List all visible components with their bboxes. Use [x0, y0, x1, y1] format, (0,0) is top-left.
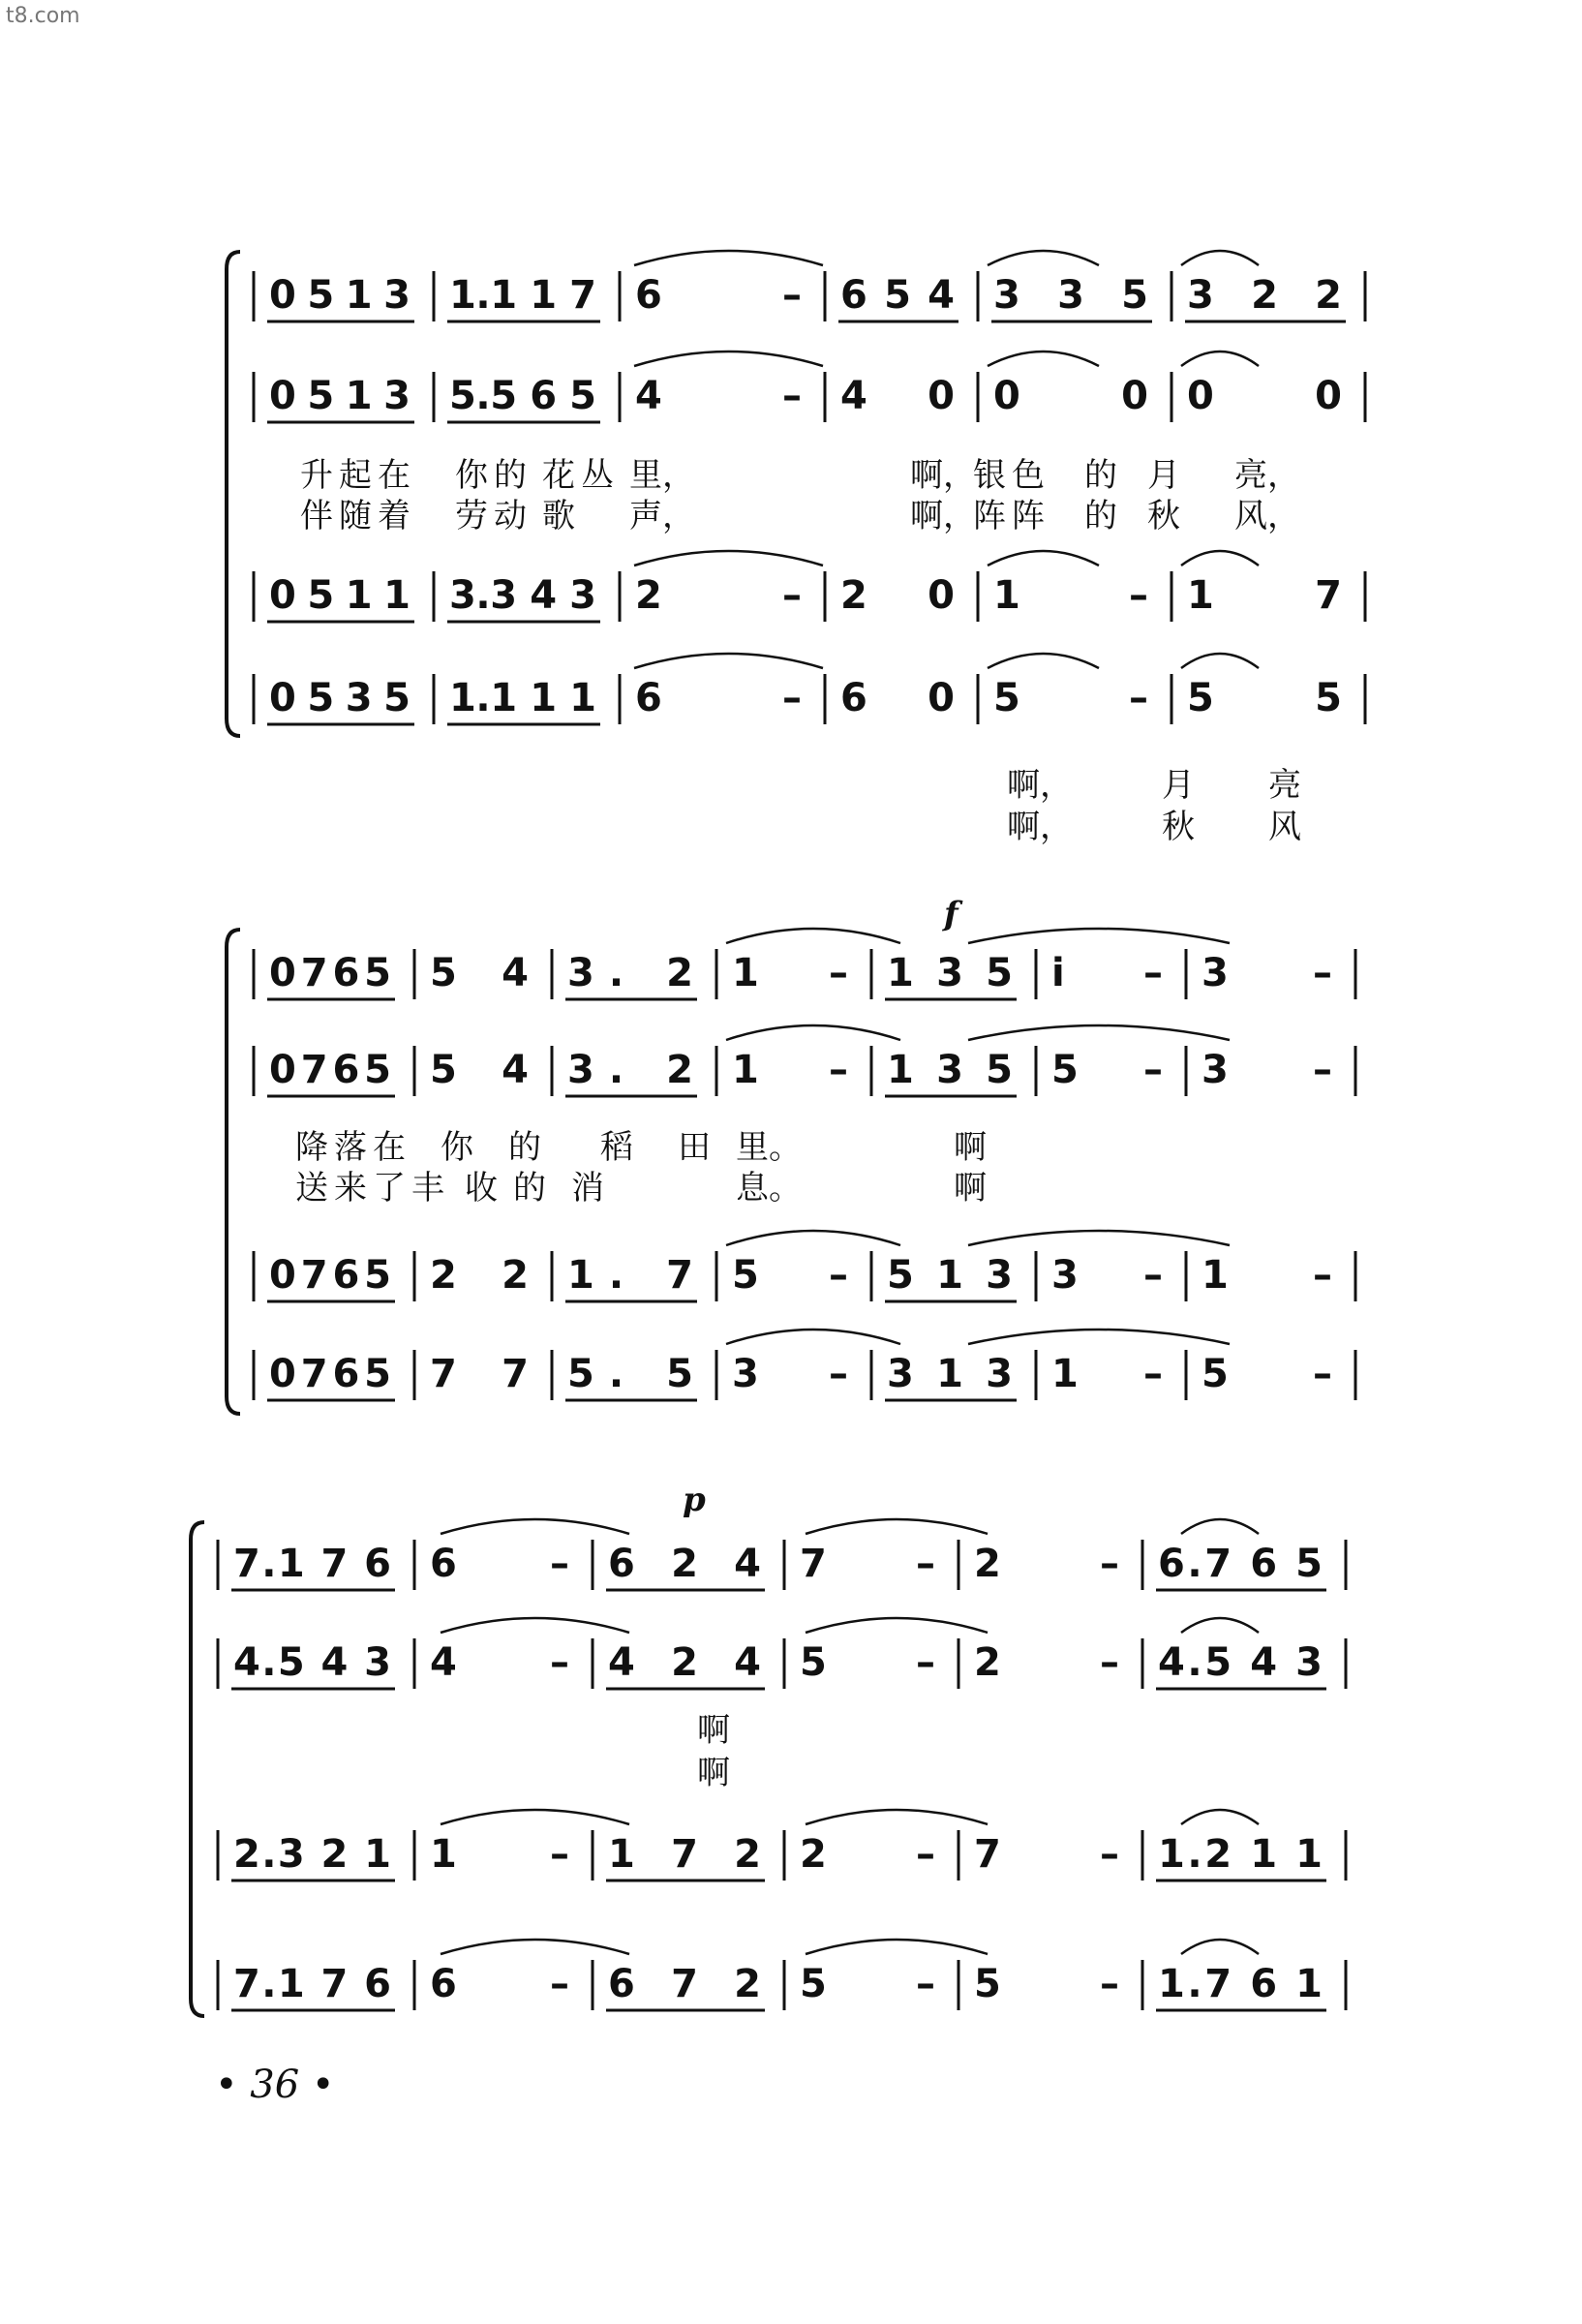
- lyric-s1-r1-13: 月: [1147, 456, 1180, 495]
- lyric-s1-r2-10: 阵: [1012, 497, 1045, 535]
- lyric-s3-r2-1: 啊: [697, 1754, 730, 1792]
- lyric-s1-r1-11: 色: [1012, 456, 1045, 495]
- measure-s3-v2-2: 4 –: [430, 1640, 569, 1685]
- slur-s1-v2-1: [634, 352, 823, 366]
- slur-s3-v2-2: [806, 1618, 988, 1633]
- lyric-s2-r1-3: 在: [373, 1128, 406, 1167]
- slur-s3-v1-1: [441, 1519, 629, 1534]
- lyric-s1-r1-1: 升: [300, 456, 333, 495]
- measure-s2-v1-3: 3. 2: [567, 951, 693, 995]
- measure-s3-v4-3: 6 7 2: [608, 1962, 761, 2006]
- lyric-s2-r1-9: 啊: [954, 1128, 987, 1167]
- measure-s1-v3-1: 0 5 1 1: [269, 573, 411, 618]
- measure-s1-v1-1: 0 5 1 3: [269, 273, 411, 318]
- measure-s3-v1-5: 2 –: [974, 1542, 1119, 1586]
- measure-s3-v3-3: 1 7 2: [608, 1832, 761, 1877]
- system-2-brace: [227, 930, 240, 1414]
- measure-s3-v1-6: 6.7 6 5: [1158, 1542, 1323, 1586]
- lyric-s1-r2-7: 声，: [629, 497, 695, 535]
- slur-s1-v3-2: [988, 551, 1099, 566]
- system-1-brace: [227, 252, 240, 736]
- lyric-s2-r2-7: 消: [571, 1169, 604, 1208]
- slur-s3-v4-2: [806, 1940, 988, 1954]
- lyric-s1-r2-2: 随: [339, 497, 372, 535]
- measure-s3-v1-1: 7.1 7 6: [233, 1542, 391, 1586]
- lyric-s2-r2-6: 的: [513, 1169, 546, 1208]
- lyric-s2-r1-2: 落: [334, 1128, 367, 1167]
- measure-s3-v4-4: 5 –: [800, 1962, 935, 2006]
- slur-s2-v4-1: [726, 1330, 900, 1344]
- lyric-lower-s1-r1-2: 月: [1162, 766, 1195, 805]
- lyric-s1-r2-8: 啊，: [910, 497, 976, 535]
- lyric-lower-s1-r2-1: 啊，: [1007, 808, 1073, 846]
- measure-s1-v2-4: 4 0: [840, 374, 955, 418]
- slur-s2-v2-1: [726, 1025, 900, 1040]
- measure-s2-v2-7: 3 –: [1202, 1048, 1332, 1092]
- measure-s2-v4-3: 5. 5: [567, 1352, 693, 1396]
- measure-s1-v3-6: 1 7: [1187, 573, 1342, 618]
- slur-s2-v3-1: [726, 1231, 900, 1245]
- measure-s2-v2-4: 1 –: [732, 1048, 848, 1092]
- lyric-s2-r2-8: 息。: [736, 1169, 802, 1208]
- measure-s1-v2-1: 0 5 1 3: [269, 374, 411, 418]
- measure-s3-v4-6: 1.7 6 1: [1158, 1962, 1323, 2006]
- lyric-s2-r2-1: 送: [295, 1169, 328, 1208]
- lyric-s1-r2-4: 劳: [455, 497, 488, 535]
- slur-s3-v3-1: [441, 1810, 629, 1824]
- measure-s1-v4-5: 5 –: [993, 676, 1148, 720]
- lyric-s1-r1-6: 花: [542, 456, 575, 495]
- measure-s3-v3-2: 1 –: [430, 1832, 569, 1877]
- lyric-s1-r1-4: 你: [455, 456, 488, 495]
- slur-s2-v1-2: [968, 929, 1230, 943]
- measure-s1-v1-4: 6 5 4: [840, 273, 955, 318]
- measure-s2-v2-6: 5 –: [1051, 1048, 1163, 1092]
- lyric-s2-r1-5: 的: [508, 1128, 541, 1167]
- lyric-s1-r2-9: 阵: [973, 497, 1006, 535]
- lyric-s1-r2-13: 风，: [1234, 497, 1300, 535]
- lyric-s3-r1-1: 啊: [697, 1711, 730, 1750]
- lyric-s1-r2-11: 的: [1084, 497, 1117, 535]
- slur-s3-v1-2: [806, 1519, 988, 1534]
- slur-s2-v4-2: [968, 1330, 1230, 1344]
- measure-s2-v4-2: 7 7: [430, 1352, 529, 1396]
- slur-s1-v4-1: [634, 654, 823, 668]
- slur-s3-v2-1: [441, 1618, 629, 1633]
- measure-s3-v1-3: 6 2 4: [608, 1542, 761, 1586]
- lyric-s1-r1-2: 起: [339, 456, 372, 495]
- measure-s1-v4-4: 6 0: [840, 676, 955, 720]
- measure-s3-v1-4: 7 –: [800, 1542, 935, 1586]
- page-number: • 36 •: [215, 2063, 335, 2107]
- measure-s3-v1-2: 6 –: [430, 1542, 569, 1586]
- lyric-s2-r1-4: 你: [441, 1128, 473, 1167]
- measure-s2-v2-5: 1 3 5: [887, 1048, 1013, 1092]
- measure-s2-v2-2: 5 4: [430, 1048, 529, 1092]
- slur-s1-v1-2: [988, 251, 1099, 265]
- measure-s3-v2-5: 2 –: [974, 1640, 1119, 1685]
- measure-s1-v1-5: 3 3 5: [993, 273, 1148, 318]
- lyric-lower-s1-r1-1: 啊，: [1007, 766, 1073, 805]
- lyric-s2-r1-8: 里。: [736, 1128, 802, 1167]
- measure-s3-v4-5: 5 –: [974, 1962, 1119, 2006]
- lyric-s1-r1-7: 丛: [581, 456, 614, 495]
- measure-s2-v4-4: 3 –: [732, 1352, 848, 1396]
- slur-s1-v1-3: [1181, 251, 1259, 265]
- measure-s3-v2-6: 4.5 4 3: [1158, 1640, 1323, 1685]
- measure-s2-v3-5: 5 1 3: [887, 1253, 1013, 1298]
- slur-s1-v1-1: [634, 251, 823, 265]
- slur-s1-v3-3: [1181, 551, 1259, 566]
- lyric-s1-r1-8: 里，: [629, 456, 695, 495]
- measure-s2-v2-1: 0 7 6 5: [269, 1048, 391, 1092]
- slur-s1-v2-2: [988, 352, 1099, 366]
- measure-s1-v3-2: 3.3 4 3: [449, 573, 596, 618]
- lyric-s1-r2-6: 歌: [542, 497, 575, 535]
- measure-s3-v3-4: 2 –: [800, 1832, 935, 1877]
- measure-s2-v3-1: 0 7 6 5: [269, 1253, 391, 1298]
- measure-s2-v1-2: 5 4: [430, 951, 529, 995]
- lyric-lower-s1-r2-3: 风: [1268, 808, 1301, 846]
- slur-s2-v2-2: [968, 1025, 1230, 1040]
- lyric-s1-r1-12: 的: [1084, 456, 1117, 495]
- lyric-s1-r1-9: 啊，: [910, 456, 976, 495]
- measure-s2-v4-6: 1 –: [1051, 1352, 1163, 1396]
- dynamic-piano: p: [683, 1481, 706, 1519]
- measure-s2-v2-3: 3. 2: [567, 1048, 693, 1092]
- lyric-lower-s1-r1-3: 亮: [1268, 766, 1301, 805]
- slur-s3-v1-3: [1181, 1519, 1259, 1534]
- measure-s2-v1-5: 1 3 5: [887, 951, 1013, 995]
- slur-s3-v3-2: [806, 1810, 988, 1824]
- measure-s1-v1-2: 1.1 1 7: [449, 273, 596, 318]
- measure-s3-v4-1: 7.1 7 6: [233, 1962, 391, 2006]
- measure-s3-v3-5: 7 –: [974, 1832, 1119, 1877]
- slur-s1-v3-1: [634, 551, 823, 566]
- measure-s3-v3-6: 1.2 1 1: [1158, 1832, 1323, 1877]
- lyric-s2-r2-9: 啊: [954, 1169, 987, 1208]
- dynamic-forte: f: [944, 895, 958, 933]
- measure-s2-v1-1: 0 7 6 5: [269, 951, 391, 995]
- measure-s1-v4-3: 6 –: [635, 676, 802, 720]
- measure-s1-v3-5: 1 –: [993, 573, 1148, 618]
- measure-s2-v3-4: 5 –: [732, 1253, 848, 1298]
- measure-s2-v3-2: 2 2: [430, 1253, 529, 1298]
- lyric-s1-r2-3: 着: [378, 497, 411, 535]
- lyric-s1-r1-10: 银: [973, 456, 1006, 495]
- measure-s1-v2-6: 0 0: [1187, 374, 1342, 418]
- slur-s1-v2-3: [1181, 352, 1259, 366]
- slur-s3-v4-3: [1181, 1940, 1259, 1954]
- measure-s3-v2-1: 4.5 4 3: [233, 1640, 391, 1685]
- measure-s3-v3-1: 2.3 2 1: [233, 1832, 391, 1877]
- lyric-s1-r2-5: 动: [494, 497, 527, 535]
- lyric-s2-r1-1: 降: [295, 1128, 328, 1167]
- measure-s3-v4-2: 6 –: [430, 1962, 569, 2006]
- lyric-s2-r1-7: 田: [678, 1128, 711, 1167]
- lyric-s2-r2-3: 了: [373, 1169, 406, 1208]
- measure-s1-v2-3: 4 –: [635, 374, 802, 418]
- measure-s1-v4-2: 1.1 1 1: [449, 676, 596, 720]
- measure-s3-v2-3: 4 2 4: [608, 1640, 761, 1685]
- measure-s2-v1-6: i –: [1051, 951, 1163, 995]
- lyric-s2-r2-5: 收: [465, 1169, 498, 1208]
- measure-s2-v4-7: 5 –: [1202, 1352, 1332, 1396]
- lyric-s2-r2-4: 丰: [411, 1169, 444, 1208]
- measure-s1-v3-4: 2 0: [840, 573, 955, 618]
- lyric-s1-r2-1: 伴: [300, 497, 333, 535]
- slur-s1-v4-2: [988, 654, 1099, 668]
- measure-s1-v4-6: 5 5: [1187, 676, 1342, 720]
- measure-s1-v2-2: 5.5 6 5: [449, 374, 596, 418]
- lyric-s1-r2-12: 秋: [1147, 497, 1180, 535]
- slur-s3-v2-3: [1181, 1618, 1259, 1633]
- lyric-s1-r1-5: 的: [494, 456, 527, 495]
- measure-s2-v3-7: 1 –: [1202, 1253, 1332, 1298]
- slur-s3-v3-3: [1181, 1810, 1259, 1824]
- lyric-s2-r1-6: 稻: [600, 1128, 633, 1167]
- measure-s1-v1-3: 6 –: [635, 273, 802, 318]
- measure-s2-v3-6: 3 –: [1051, 1253, 1163, 1298]
- lyric-s1-r1-14: 亮，: [1234, 456, 1300, 495]
- measure-s2-v1-4: 1 –: [732, 951, 848, 995]
- measure-s2-v3-3: 1. 7: [567, 1253, 693, 1298]
- lyric-s2-r2-2: 来: [334, 1169, 367, 1208]
- lyric-lower-s1-r2-2: 秋: [1162, 808, 1195, 846]
- measure-s1-v4-1: 0 5 3 5: [269, 676, 411, 720]
- slur-s1-v4-3: [1181, 654, 1259, 668]
- measure-s2-v4-1: 0 7 6 5: [269, 1352, 391, 1396]
- measure-s1-v3-3: 2 –: [635, 573, 802, 618]
- measure-s3-v2-4: 5 –: [800, 1640, 935, 1685]
- measure-s1-v1-6: 3 2 2: [1187, 273, 1342, 318]
- measure-s1-v2-5: 0 0: [993, 374, 1148, 418]
- measure-s2-v4-5: 3 1 3: [887, 1352, 1013, 1396]
- watermark: t8.com: [6, 4, 80, 28]
- slur-s3-v4-1: [441, 1940, 629, 1954]
- slur-s2-v1-1: [726, 929, 900, 943]
- slur-s2-v3-2: [968, 1231, 1230, 1245]
- measure-s2-v1-7: 3 –: [1202, 951, 1332, 995]
- system-3-brace: [191, 1522, 204, 2016]
- lyric-s1-r1-3: 在: [378, 456, 411, 495]
